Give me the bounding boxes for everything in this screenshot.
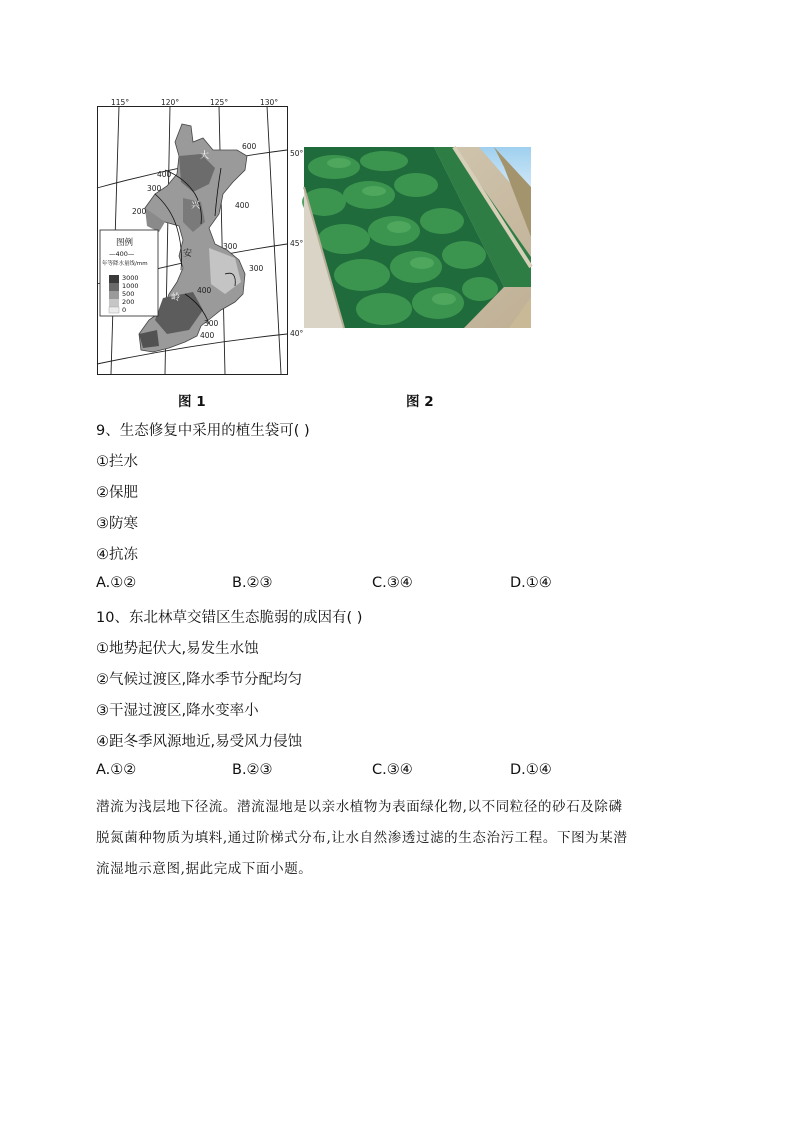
lat-label: 45° xyxy=(290,239,304,248)
legend-item: 500 xyxy=(122,290,135,298)
isoline-label: 400 xyxy=(197,286,212,295)
legend-item: 1000 xyxy=(122,282,139,290)
question-10-statement: ①地势起伏大,易发生水蚀 xyxy=(96,641,259,657)
isoline-label: 300 xyxy=(223,242,238,251)
region-char: 安 xyxy=(183,249,193,259)
question-9-statement: ③防寒 xyxy=(96,516,138,532)
figure-1-map xyxy=(97,98,304,376)
legend-item: 200 xyxy=(122,298,135,306)
isoline-label: 300 xyxy=(249,264,264,273)
lon-label: 125° xyxy=(210,98,229,107)
isoline-label: 600 xyxy=(242,142,257,151)
passage-line: 脱氮菌种物质为填料,通过阶梯式分布,让水自然渗透过滤的生态治污工程。下图为某潜 xyxy=(96,830,628,846)
question-9-choice-a[interactable]: A.①② xyxy=(96,575,137,591)
passage-line: 潜流为浅层地下径流。潜流湿地是以亲水植物为表面绿化物,以不同粒径的砂石及除磷 xyxy=(96,799,623,815)
precipitation-map xyxy=(97,98,304,376)
figure-2-caption: 图 2 xyxy=(406,394,434,410)
region-char: 岭 xyxy=(171,293,181,303)
question-9-statement: ④抗冻 xyxy=(96,547,138,563)
question-9-stem: 9、生态修复中采用的植生袋可( ) xyxy=(96,423,310,439)
lon-label: 130° xyxy=(260,98,279,107)
legend-item: 3000 xyxy=(122,274,139,282)
question-9-choice-d[interactable]: D.①④ xyxy=(510,575,552,591)
passage-line: 流湿地示意图,据此完成下面小题。 xyxy=(96,861,313,877)
lat-label: 40° xyxy=(290,329,304,338)
question-10-choice-c[interactable]: C.③④ xyxy=(372,762,413,778)
region-char: 大 xyxy=(200,151,210,161)
isoline-label: 300 xyxy=(147,184,162,193)
question-10-statement: ②气候过渡区,降水季节分配均匀 xyxy=(96,672,303,688)
question-10-choice-a[interactable]: A.①② xyxy=(96,762,137,778)
figure-1-caption: 图 1 xyxy=(178,394,206,410)
question-9-choice-c[interactable]: C.③④ xyxy=(372,575,413,591)
legend-isoline-sample: —400— xyxy=(109,250,135,258)
legend-item: 0 xyxy=(122,306,127,314)
legend-isoline-desc: 年等降水量线/mm xyxy=(102,261,148,267)
isoline-label: 400 xyxy=(200,331,215,340)
question-10-choice-d[interactable]: D.①④ xyxy=(510,762,552,778)
question-10-choice-b[interactable]: B.②③ xyxy=(232,762,273,778)
lat-label: 50° xyxy=(290,149,304,158)
lon-label: 120° xyxy=(161,98,180,107)
legend-title: 图例 xyxy=(116,238,134,248)
question-9-choice-b[interactable]: B.②③ xyxy=(232,575,273,591)
region-char: 兴 xyxy=(191,201,201,211)
question-10-statement: ③干湿过渡区,降水变率小 xyxy=(96,703,259,719)
figure-2-photo xyxy=(304,147,531,328)
lon-label: 115° xyxy=(111,98,130,107)
vegetation-bags-photo xyxy=(304,147,531,328)
question-9-statement: ①拦水 xyxy=(96,454,138,470)
map-legend xyxy=(100,230,158,316)
question-10-stem: 10、东北林草交错区生态脆弱的成因有( ) xyxy=(96,610,363,626)
isoline-label: 400 xyxy=(235,201,250,210)
isoline-label: 400 xyxy=(157,170,172,179)
question-9-statement: ②保肥 xyxy=(96,485,138,501)
isoline-label: 300 xyxy=(204,319,219,328)
isoline-label: 200 xyxy=(132,207,147,216)
question-10-statement: ④距冬季风源地近,易受风力侵蚀 xyxy=(96,734,303,750)
